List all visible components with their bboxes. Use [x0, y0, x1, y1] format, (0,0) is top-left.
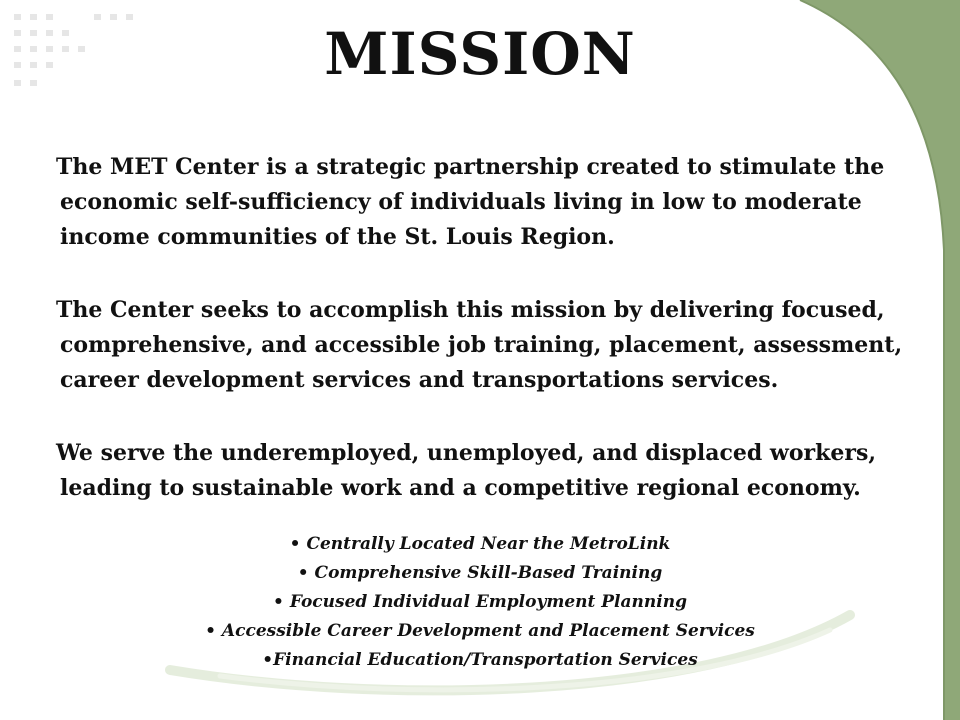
- bullet-item: • Centrally Located Near the MetroLink: [289, 534, 671, 554]
- mission-paragraphs: [56, 150, 916, 544]
- bullet-item: • Focused Individual Employment Planning: [273, 592, 687, 612]
- paragraph-services: The Center seeks to accomplish this mission by delivering focused, comprehensive, and accessible job training, placement, assessment, career development services and transportations services.: [56, 297, 903, 393]
- slide-title: MISSION: [324, 20, 636, 88]
- bullet-item: •Financial Education/Transportation Services: [262, 650, 698, 670]
- feature-bullet-list: [0, 530, 960, 675]
- bullet-item: • Accessible Career Development and Placement Services: [205, 621, 755, 641]
- paragraph-partnership: The MET Center is a strategic partnership created to stimulate the economic self-sufficiency of individuals living in low to moderate income communities of the St. Louis Region.: [56, 154, 885, 250]
- paragraph-who-we-serve: We serve the underemployed, unemployed, and displaced workers, leading to sustainable work and a competitive regional economy.: [56, 440, 877, 501]
- bullet-item: • Comprehensive Skill-Based Training: [297, 563, 663, 583]
